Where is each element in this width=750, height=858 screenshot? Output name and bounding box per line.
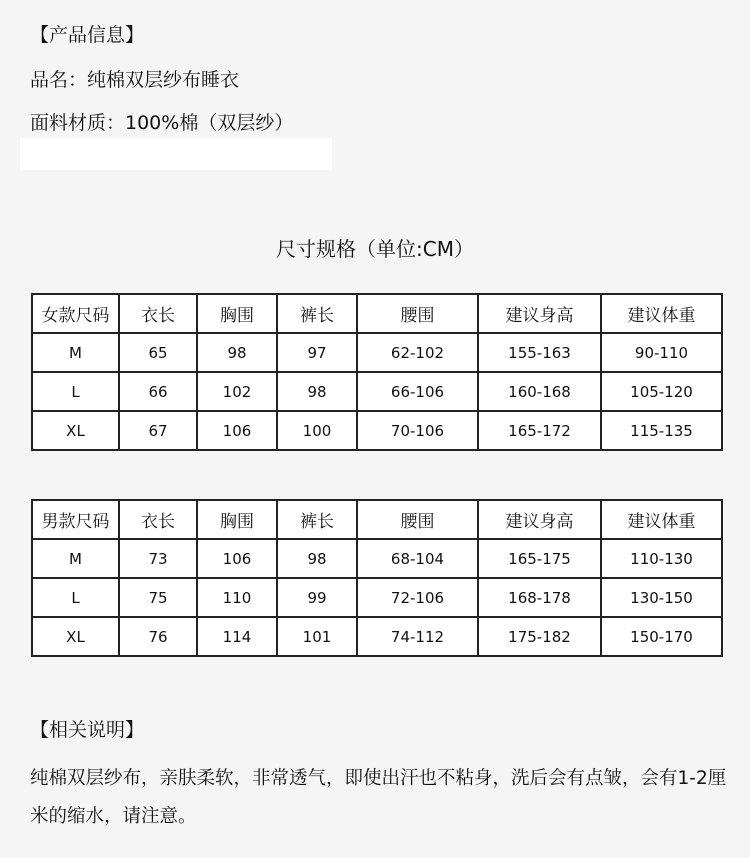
table-row xyxy=(32,617,722,656)
table-cell: 98 xyxy=(277,372,357,411)
table-row xyxy=(32,539,722,578)
header-cell: 衣长 xyxy=(119,500,197,539)
header-cell: 腰围 xyxy=(357,294,478,333)
table-cell: 99 xyxy=(277,578,357,617)
table-row xyxy=(32,578,722,617)
header-cell: 建议身高 xyxy=(478,500,601,539)
table-cell: 101 xyxy=(277,617,357,656)
table-cell: 175-182 xyxy=(478,617,601,656)
table-cell: 165-172 xyxy=(478,411,601,450)
men-size-table xyxy=(31,499,723,657)
table-cell: 90-110 xyxy=(601,333,722,372)
header-cell: 建议体重 xyxy=(601,294,722,333)
women-size-table xyxy=(31,293,723,451)
table-cell: 155-163 xyxy=(478,333,601,372)
table-header-row xyxy=(32,500,722,539)
table-cell: 168-178 xyxy=(478,578,601,617)
header-cell: 建议体重 xyxy=(601,500,722,539)
table-cell: 165-175 xyxy=(478,539,601,578)
size-cell: M xyxy=(32,333,119,372)
header-cell: 腰围 xyxy=(357,500,478,539)
table-cell: 105-120 xyxy=(601,372,722,411)
header-cell: 男款尺码 xyxy=(32,500,119,539)
table-row xyxy=(32,333,722,372)
size-cell: L xyxy=(32,372,119,411)
table-cell: 70-106 xyxy=(357,411,478,450)
table-cell: 110 xyxy=(197,578,277,617)
table-cell: 75 xyxy=(119,578,197,617)
table-cell: 100 xyxy=(277,411,357,450)
table-cell: 98 xyxy=(277,539,357,578)
table-cell: 74-112 xyxy=(357,617,478,656)
fabric-material-line: 面料材质：100%棉（双层纱） xyxy=(30,112,294,134)
table-cell: 73 xyxy=(119,539,197,578)
header-cell: 建议身高 xyxy=(478,294,601,333)
size-cell: XL xyxy=(32,617,119,656)
size-chart-title: 尺寸规格（单位:CM） xyxy=(276,237,474,261)
header-cell: 裤长 xyxy=(277,500,357,539)
notes-heading: 【相关说明】 xyxy=(30,719,145,741)
table-cell: 150-170 xyxy=(601,617,722,656)
table-cell: 66 xyxy=(119,372,197,411)
size-cell: XL xyxy=(32,411,119,450)
table-cell: 130-150 xyxy=(601,578,722,617)
header-cell: 胸围 xyxy=(197,294,277,333)
table-cell: 160-168 xyxy=(478,372,601,411)
table-row xyxy=(32,411,722,450)
header-cell: 女款尺码 xyxy=(32,294,119,333)
table-cell: 62-102 xyxy=(357,333,478,372)
table-cell: 110-130 xyxy=(601,539,722,578)
notes-text: 纯棉双层纱布，亲肤柔软，非常透气，即使出汗也不粘身，洗后会有点皱，会有1-2厘米的缩水，请注意。 xyxy=(30,768,727,827)
header-cell: 裤长 xyxy=(277,294,357,333)
table-cell: 114 xyxy=(197,617,277,656)
table-cell: 67 xyxy=(119,411,197,450)
table-cell: 68-104 xyxy=(357,539,478,578)
product-info-heading: 【产品信息】 xyxy=(30,24,145,46)
blank-area xyxy=(20,138,332,170)
header-cell: 衣长 xyxy=(119,294,197,333)
table-cell: 66-106 xyxy=(357,372,478,411)
table-header-row xyxy=(32,294,722,333)
size-cell: M xyxy=(32,539,119,578)
table-cell: 76 xyxy=(119,617,197,656)
table-cell: 72-106 xyxy=(357,578,478,617)
table-row xyxy=(32,372,722,411)
table-cell: 65 xyxy=(119,333,197,372)
table-cell: 97 xyxy=(277,333,357,372)
header-cell: 胸围 xyxy=(197,500,277,539)
size-cell: L xyxy=(32,578,119,617)
table-cell: 115-135 xyxy=(601,411,722,450)
table-cell: 102 xyxy=(197,372,277,411)
product-name-line: 品名：纯棉双层纱布睡衣 xyxy=(30,69,240,91)
table-cell: 98 xyxy=(197,333,277,372)
table-cell: 106 xyxy=(197,411,277,450)
table-cell: 106 xyxy=(197,539,277,578)
